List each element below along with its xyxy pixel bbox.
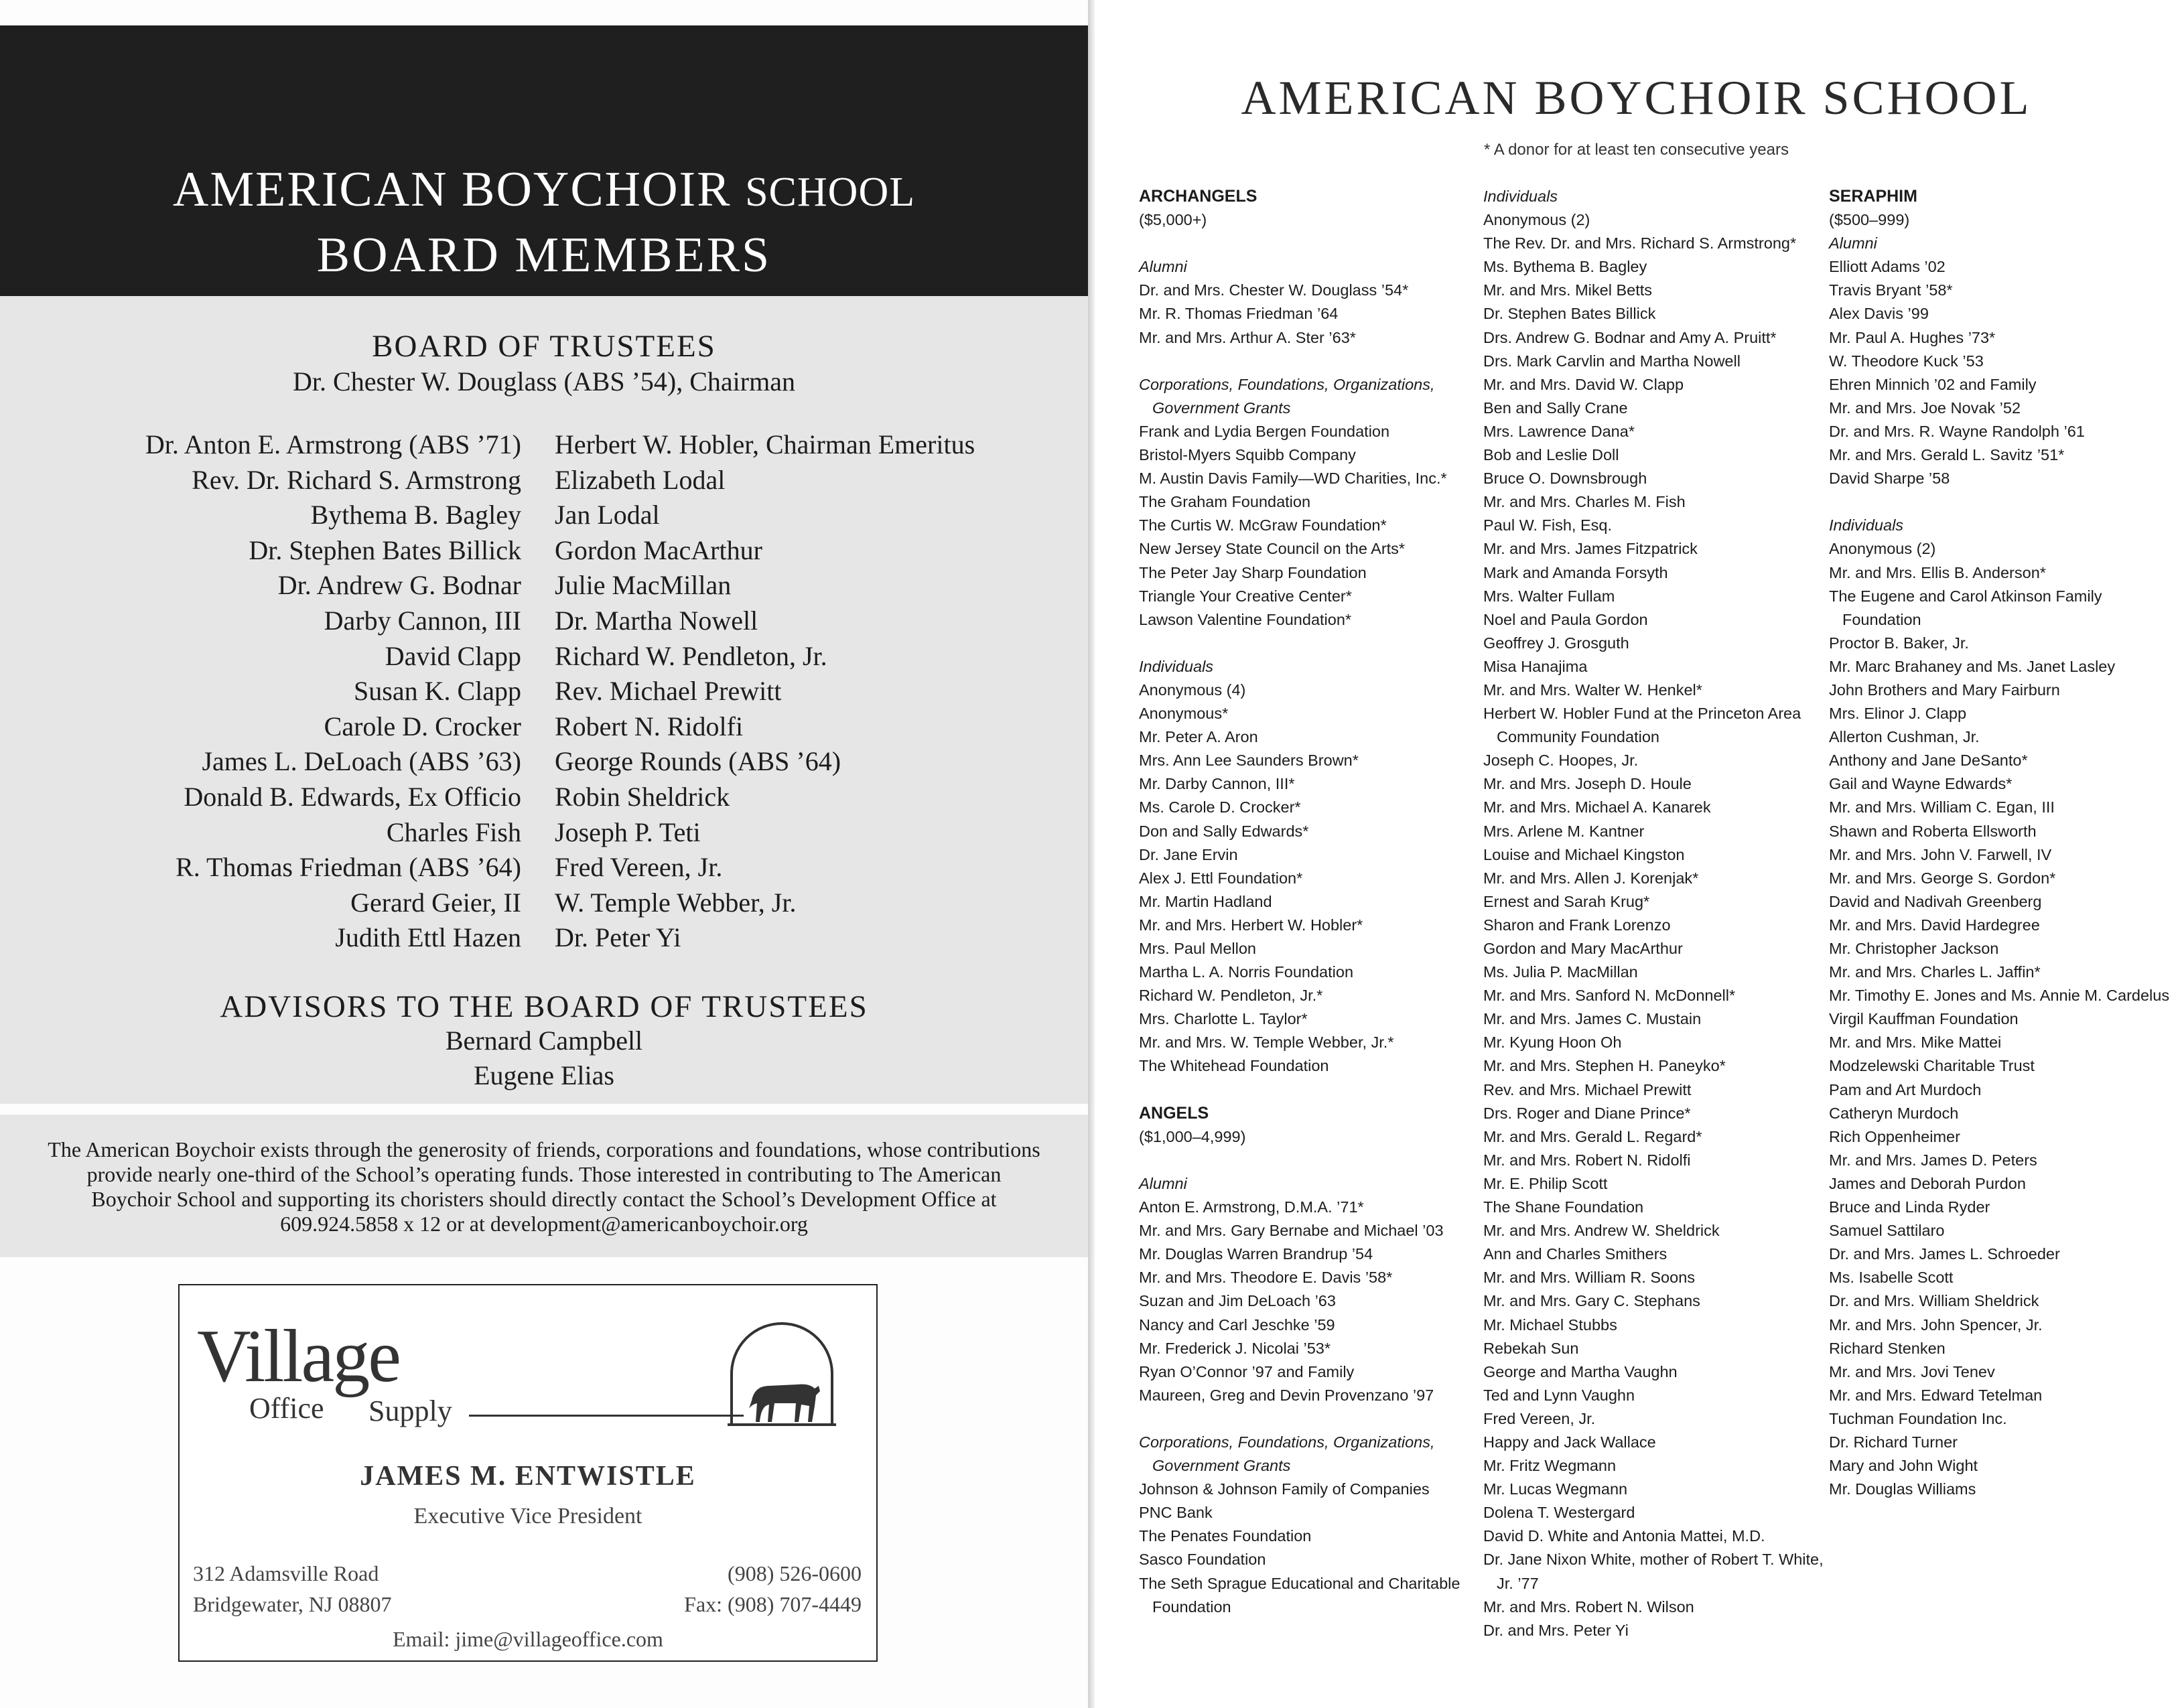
donor-entry: M. Austin Davis Family—WD Charities, Inc.* <box>1139 470 1447 488</box>
trustee-name: Susan K. Clapp <box>354 676 521 707</box>
donor-entry: Mark and Amanda Forsyth <box>1483 563 1668 581</box>
donor-entry: Ehren Minnich ’02 and Family <box>1829 375 2037 393</box>
trustee-name: Dr. Andrew G. Bodnar <box>277 570 521 601</box>
contact-name: JAMES M. ENTWISTLE <box>360 1461 696 1492</box>
donor-entry: Mrs. Charlotte L. Taylor* <box>1139 1010 1308 1028</box>
donor-category: Individuals <box>1829 516 1904 535</box>
trustee-name: Dr. Anton E. Armstrong (ABS ’71) <box>145 429 521 459</box>
donor-entry: Mr. and Mrs. Mike Mattei <box>1829 1034 2002 1052</box>
donor-entry: Richard Stenken <box>1829 1339 1946 1357</box>
donor-entry: Richard W. Pendleton, Jr.* <box>1139 987 1323 1005</box>
trustee-name: Charles Fish <box>386 816 521 847</box>
donor-entry: Mr. and Mrs. Allen J. Korenjak* <box>1483 869 1699 887</box>
donor-entry: Mr. and Mrs. Gerald L. Regard* <box>1483 1127 1702 1145</box>
address-line-2: Bridgewater, NJ 08807 <box>193 1592 392 1616</box>
donor-entry: Rich Oppenheimer <box>1829 1127 1960 1145</box>
donor-entry: Gordon and Mary MacArthur <box>1483 940 1683 957</box>
trustee-name: Elizabeth Lodal <box>555 464 726 495</box>
donor-entry: Ms. Bythema B. Bagley <box>1483 258 1647 276</box>
donor-entry: Martha L. A. Norris Foundation <box>1139 963 1354 981</box>
donor-entry: The Whitehead Foundation <box>1139 1057 1329 1075</box>
donor-entry: Drs. Roger and Diane Prince* <box>1483 1104 1691 1122</box>
donor-category: Individuals <box>1139 657 1214 675</box>
donor-entry: Ms. Carole D. Crocker* <box>1139 798 1301 816</box>
donor-entry: Shawn and Roberta Ellsworth <box>1829 822 2037 840</box>
donor-entry: Mr. and Mrs. Gary Bernabe and Michael ’03 <box>1139 1222 1444 1240</box>
donor-entry: Ernest and Sarah Krug* <box>1483 892 1650 910</box>
donor-entry: Drs. Mark Carvlin and Martha Nowell <box>1483 352 1741 370</box>
donor-entry: Geoffrey J. Grosguth <box>1483 634 1629 652</box>
donor-entry: Nancy and Carl Jeschke ’59 <box>1139 1315 1335 1334</box>
donor-entry: Maureen, Greg and Devin Provenzano ’97 <box>1139 1386 1434 1404</box>
donor-entry: Mr. and Mrs. John Spencer, Jr. <box>1829 1315 2043 1334</box>
giving-range: ($500–999) <box>1829 211 1910 229</box>
donor-entry: Ryan O’Connor ’97 and Family <box>1139 1362 1355 1380</box>
banner-school-word: SCHOOL <box>745 169 916 215</box>
giving-level-heading: ANGELS <box>1139 1103 1209 1123</box>
contribution-panel <box>0 1115 1088 1257</box>
spacer <box>1139 632 1487 655</box>
donor-entry: Mr. Darby Cannon, III* <box>1139 775 1295 793</box>
donor-entry: Happy and Jack Wallace <box>1483 1433 1656 1451</box>
donor-entry: Dr. Stephen Bates Billick <box>1483 305 1656 323</box>
banner-line-1 <box>0 162 1088 217</box>
donor-entry: Mr. E. Philip Scott <box>1483 1174 1608 1192</box>
donor-entry: Noel and Paula Gordon <box>1483 610 1648 628</box>
donor-entry: Mrs. Elinor J. Clapp <box>1829 705 1967 723</box>
donor-entry: Triangle Your Creative Center* <box>1139 587 1352 605</box>
donor-entry: Bruce and Linda Ryder <box>1829 1198 1990 1216</box>
banner-line-2: BOARD MEMBERS <box>316 228 772 283</box>
donor-entry: Gail and Wayne Edwards* <box>1829 775 2013 793</box>
spacer <box>1139 350 1487 373</box>
trustee-name: Jan Lodal <box>555 500 660 530</box>
trustee-name: Gerard Geier, II <box>350 887 521 918</box>
donor-entry: Bruce O. Downsbrough <box>1483 470 1647 488</box>
donor-footnote: * A donor for at least ten consecutive years <box>1484 141 1789 159</box>
trustee-name: Darby Cannon, III <box>324 605 521 636</box>
donor-entry: Mr. and Mrs. Charles L. Jaffin* <box>1829 963 2041 981</box>
trustee-name: Herbert W. Hobler, Chairman Emeritus <box>555 429 975 459</box>
donor-entry: Ms. Isabelle Scott <box>1829 1269 1954 1287</box>
donor-entry: The Graham Foundation <box>1139 493 1311 511</box>
donor-entry: Dr. and Mrs. R. Wayne Randolph ’61 <box>1829 422 2085 440</box>
donor-entry: Mr. Douglas Williams <box>1829 1480 1976 1498</box>
donor-category: Alumni <box>1139 1174 1187 1192</box>
donor-entry: Pam and Art Murdoch <box>1829 1080 1982 1098</box>
trustee-name: Julie MacMillan <box>555 570 732 601</box>
donor-entry: Ben and Sally Crane <box>1483 399 1628 417</box>
donor-entry: Mr. and Mrs. John V. Farwell, IV <box>1829 845 2052 863</box>
trustee-name: Carole D. Crocker <box>324 711 521 741</box>
banner-school-name: AMERICAN BOYCHOIR <box>172 162 732 217</box>
donor-entry: The Shane Foundation <box>1483 1198 1644 1216</box>
village-logo-supply: Supply <box>368 1395 452 1427</box>
donor-entry: Dr. Richard Turner <box>1829 1433 1958 1451</box>
trustee-name: Gordon MacArthur <box>555 535 762 565</box>
donor-entry: Elliott Adams ’02 <box>1829 258 1946 276</box>
donor-entry: The Penates Foundation <box>1139 1527 1312 1545</box>
giving-level-heading: SERAPHIM <box>1829 187 1917 206</box>
trustees-right-column <box>555 427 975 956</box>
donor-entry: Mrs. Paul Mellon <box>1139 940 1256 957</box>
trustee-name: Judith Ettl Hazen <box>335 922 521 953</box>
donor-column-2 <box>1483 185 1832 1642</box>
address-line-1: 312 Adamsville Road <box>193 1561 379 1585</box>
donor-entry: Alex Davis ’99 <box>1829 305 1929 323</box>
donor-entry: Mr. and Mrs. Edward Tetelman <box>1829 1386 2043 1404</box>
donor-entry: Anthony and Jane DeSanto* <box>1829 752 2028 770</box>
donor-entry: Dr. and Mrs. Peter Yi <box>1483 1621 1629 1639</box>
donor-entry: Virgil Kauffman Foundation <box>1829 1010 2019 1028</box>
trustee-name: David Clapp <box>385 640 521 671</box>
logo-rule <box>469 1415 744 1417</box>
donor-entry: Mr. and Mrs. William C. Egan, III <box>1829 798 2055 816</box>
trustee-name: Joseph P. Teti <box>555 816 701 847</box>
donor-entry: Sasco Foundation <box>1139 1551 1266 1569</box>
donor-entry: Mr. and Mrs. Andrew W. Sheldrick <box>1483 1222 1720 1240</box>
donor-entry: Mrs. Lawrence Dana* <box>1483 422 1635 440</box>
donor-entry: Mrs. Arlene M. Kantner <box>1483 822 1645 840</box>
donor-entry: Mr. Douglas Warren Brandrup ’54 <box>1139 1245 1373 1263</box>
spacer <box>1139 1078 1487 1102</box>
advisors-heading: ADVISORS TO THE BOARD OF TRUSTEES <box>220 989 868 1024</box>
contact-role: Executive Vice President <box>413 1504 642 1528</box>
advisor-name: Bernard Campbell <box>445 1025 643 1056</box>
donor-entry: Alex J. Ettl Foundation* <box>1139 869 1303 887</box>
donor-category: Individuals <box>1483 188 1558 205</box>
donor-entry: Anonymous (2) <box>1829 540 1936 558</box>
horse-arch-icon <box>728 1322 836 1426</box>
phone-number: (908) 526-0600 <box>728 1561 862 1585</box>
donor-entry: Johnson & Johnson Family of Companies <box>1139 1480 1430 1498</box>
donor-entry: David D. White and Antonia Mattei, M.D. <box>1483 1527 1765 1545</box>
donor-entry: Dr. and Mrs. James L. Schroeder <box>1829 1245 2060 1263</box>
donor-category: Alumni <box>1139 258 1187 276</box>
donor-entry: Mr. Kyung Hoon Oh <box>1483 1034 1622 1052</box>
donor-entry: Mr. and Mrs. Walter W. Henkel* <box>1483 681 1702 699</box>
contribution-text: The American Boychoir exists through the generosity of friends, corporations and foundations, whose contributions provide nearly one-third of the School’s operating funds. Those interested in contributing to The American Boychoir School and supporting its choristers should directly contact the School’s Development Office at 609.924.5858 x 12 or at development@americanboychoir.org <box>48 1137 1040 1236</box>
donor-entry: Dr. and Mrs. Chester W. Douglass ’54* <box>1139 281 1409 299</box>
donor-entry: Dolena T. Westergard <box>1483 1504 1635 1522</box>
donor-entry: The Eugene and Carol Atkinson Family Foundation <box>1829 587 2102 628</box>
giving-range: ($5,000+) <box>1139 211 1207 229</box>
donor-entry: David Sharpe ’58 <box>1829 470 1950 488</box>
donor-entry: Ted and Lynn Vaughn <box>1483 1386 1635 1404</box>
donor-entry: Bob and Leslie Doll <box>1483 446 1619 464</box>
donor-entry: John Brothers and Mary Fairburn <box>1829 681 2060 699</box>
trustee-name: Rev. Michael Prewitt <box>555 676 782 707</box>
donor-entry: Mr. Michael Stubbs <box>1483 1315 1617 1334</box>
donor-entry: Don and Sally Edwards* <box>1139 822 1309 840</box>
trustee-name: Richard W. Pendleton, Jr. <box>555 640 827 671</box>
donor-entry: Mr. and Mrs. Jovi Tenev <box>1829 1362 1995 1380</box>
donor-entry: Mrs. Ann Lee Saunders Brown* <box>1139 752 1359 770</box>
donor-entry: W. Theodore Kuck ’53 <box>1829 352 1984 370</box>
donor-category: Corporations, Foundations, Organizations, Government Grants <box>1139 1433 1435 1475</box>
donor-entry: Mr. and Mrs. Michael A. Kanarek <box>1483 798 1711 816</box>
donor-column-1 <box>1139 185 1487 1619</box>
donor-entry: Anonymous* <box>1139 705 1229 723</box>
donor-entry: Mr. and Mrs. George S. Gordon* <box>1829 869 2056 887</box>
village-logo-office: Office <box>249 1392 324 1425</box>
trustee-name: George Rounds (ABS ’64) <box>555 746 841 777</box>
donor-entry: Mr. and Mrs. Joe Novak ’52 <box>1829 399 2021 417</box>
donor-entry: Allerton Cushman, Jr. <box>1829 728 1980 746</box>
trustee-name: Fred Vereen, Jr. <box>555 852 723 883</box>
page-fold <box>1088 0 1095 1708</box>
donor-entry: Mr. and Mrs. W. Temple Webber, Jr.* <box>1139 1034 1394 1052</box>
donors-page <box>1095 0 2178 1708</box>
trustees-left-column <box>145 427 521 956</box>
spacer <box>1139 1149 1487 1172</box>
trustee-name: Dr. Peter Yi <box>555 922 681 953</box>
donor-entry: Mr. and Mrs. Gerald L. Savitz ’51* <box>1829 446 2065 464</box>
trustee-name: Robert N. Ridolfi <box>555 711 744 741</box>
donor-entry: The Seth Sprague Educational and Charitable Foundation <box>1139 1574 1460 1616</box>
donor-entry: Louise and Michael Kingston <box>1483 845 1685 863</box>
trustee-name: Dr. Martha Nowell <box>555 605 758 636</box>
donor-entry: Catheryn Murdoch <box>1829 1104 1959 1122</box>
donor-entry: Mr. Fritz Wegmann <box>1483 1457 1617 1475</box>
donor-entry: Mr. Lucas Wegmann <box>1483 1480 1628 1498</box>
trustee-name: Bythema B. Bagley <box>310 500 521 530</box>
title-banner <box>0 25 1088 296</box>
donor-entry: Dr. Jane Nixon White, mother of Robert T. White, Jr. ’77 <box>1483 1551 1824 1592</box>
spacer <box>1139 1407 1487 1431</box>
donor-entry: The Rev. Dr. and Mrs. Richard S. Armstrong* <box>1483 234 1797 253</box>
donor-entry: Mr. Christopher Jackson <box>1829 940 1999 957</box>
donor-entry: Bristol-Myers Squibb Company <box>1139 446 1356 464</box>
donor-entry: Anton E. Armstrong, D.M.A. ’71* <box>1139 1198 1364 1216</box>
donor-entry: Herbert W. Hobler Fund at the Princeton Area Community Foundation <box>1483 705 1801 746</box>
donor-entry: Mr. and Mrs. Joseph D. Houle <box>1483 775 1692 793</box>
donor-entry: Lawson Valentine Foundation* <box>1139 610 1352 628</box>
trustee-name: James L. DeLoach (ABS ’63) <box>202 746 521 777</box>
donor-entry: Mary and John Wight <box>1829 1457 1978 1475</box>
donor-entry: Rev. and Mrs. Michael Prewitt <box>1483 1080 1692 1098</box>
donor-entry: Mr. Peter A. Aron <box>1139 728 1258 746</box>
donor-entry: Mr. and Mrs. Arthur A. Ster ’63* <box>1139 328 1356 346</box>
donor-entry: Mr. and Mrs. William R. Soons <box>1483 1269 1696 1287</box>
donor-entry: Mr. and Mrs. Sanford N. McDonnell* <box>1483 987 1736 1005</box>
trustee-name: Donald B. Edwards, Ex Officio <box>184 781 521 812</box>
donor-entry: Misa Hanajima <box>1483 657 1588 675</box>
donor-category: Alumni <box>1829 234 1877 253</box>
donor-entry: Mr. and Mrs. Herbert W. Hobler* <box>1139 916 1363 934</box>
donor-entry: Mr. and Mrs. Charles M. Fish <box>1483 493 1686 511</box>
trustees-heading: BOARD OF TRUSTEES <box>372 329 716 364</box>
donor-entry: Anonymous (2) <box>1483 211 1590 229</box>
fax-number: Fax: (908) 707-4449 <box>684 1592 862 1616</box>
donor-entry: Mr. Marc Brahaney and Ms. Janet Lasley <box>1829 657 2116 675</box>
donor-entry: The Curtis W. McGraw Foundation* <box>1139 516 1387 535</box>
donor-entry: Frank and Lydia Bergen Foundation <box>1139 422 1390 440</box>
email-address: Email: jime@villageoffice.com <box>393 1627 663 1651</box>
trustees-panel <box>0 296 1088 1104</box>
donor-entry: Rebekah Sun <box>1483 1339 1579 1357</box>
donor-entry: Mr. Paul A. Hughes ’73* <box>1829 328 1996 346</box>
donor-entry: Ann and Charles Smithers <box>1483 1245 1667 1263</box>
donor-entry: Dr. and Mrs. William Sheldrick <box>1829 1292 2039 1310</box>
trustee-name: Dr. Stephen Bates Billick <box>249 535 521 565</box>
donor-entry: Suzan and Jim DeLoach ’63 <box>1139 1292 1336 1310</box>
business-card-ad <box>178 1284 878 1662</box>
donor-entry: Mr. Frederick J. Nicolai ’53* <box>1139 1339 1331 1357</box>
board-members-page <box>0 0 1088 1708</box>
donor-entry: Mr. Timothy E. Jones and Ms. Annie M. Cardelus <box>1829 987 2170 1005</box>
donor-entry: David and Nadivah Greenberg <box>1829 892 2042 910</box>
donor-entry: Sharon and Frank Lorenzo <box>1483 916 1671 934</box>
spacer <box>1139 232 1487 255</box>
donor-entry: Mr. R. Thomas Friedman ’64 <box>1139 305 1339 323</box>
donor-entry: PNC Bank <box>1139 1504 1213 1522</box>
donor-category: Corporations, Foundations, Organizations, Government Grants <box>1139 375 1435 417</box>
donor-entry: Modzelewski Charitable Trust <box>1829 1057 2035 1075</box>
donor-entry: Mr. and Mrs. David W. Clapp <box>1483 375 1684 393</box>
donor-entry: Samuel Sattilaro <box>1829 1222 1945 1240</box>
donor-entry: Dr. Jane Ervin <box>1139 845 1238 863</box>
donor-entry: Mr. and Mrs. Ellis B. Anderson* <box>1829 563 2046 581</box>
village-logo-text: Village <box>197 1315 399 1398</box>
donor-entry: Mr. and Mrs. Mikel Betts <box>1483 281 1653 299</box>
donor-entry: Proctor B. Baker, Jr. <box>1829 634 1969 652</box>
donor-entry: Drs. Andrew G. Bodnar and Amy A. Pruitt* <box>1483 328 1777 346</box>
donor-entry: Mr. and Mrs. Robert N. Ridolfi <box>1483 1151 1691 1169</box>
donor-entry: Mr. and Mrs. Stephen H. Paneyko* <box>1483 1057 1726 1075</box>
donor-entry: Mr. and Mrs. David Hardegree <box>1829 916 2040 934</box>
donor-entry: The Peter Jay Sharp Foundation <box>1139 563 1367 581</box>
donor-column-3 <box>1829 185 2177 1501</box>
donor-entry: Travis Bryant ’58* <box>1829 281 1953 299</box>
giving-level-heading: ARCHANGELS <box>1139 187 1257 206</box>
donor-entry: Mr. and Mrs. Gary C. Stephans <box>1483 1292 1700 1310</box>
donors-page-title: AMERICAN BOYCHOIR SCHOOL <box>1241 71 2032 125</box>
donor-entry: Paul W. Fish, Esq. <box>1483 516 1612 535</box>
donor-entry: James and Deborah Purdon <box>1829 1174 2026 1192</box>
donor-entry: Fred Vereen, Jr. <box>1483 1409 1596 1427</box>
chairman-line: Dr. Chester W. Douglass (ABS ’54), Chairman <box>293 366 795 397</box>
donor-entry: Mr. and Mrs. James Fitzpatrick <box>1483 540 1698 558</box>
trustee-name: Rev. Dr. Richard S. Armstrong <box>192 464 521 495</box>
donor-entry: Ms. Julia P. MacMillan <box>1483 963 1638 981</box>
trustee-name: Robin Sheldrick <box>555 781 730 812</box>
advisor-name: Eugene Elias <box>474 1060 614 1090</box>
donor-entry: Anonymous (4) <box>1139 681 1246 699</box>
donor-entry: George and Martha Vaughn <box>1483 1362 1678 1380</box>
donor-entry: Tuchman Foundation Inc. <box>1829 1409 2007 1427</box>
donor-entry: Joseph C. Hoopes, Jr. <box>1483 752 1639 770</box>
giving-range: ($1,000–4,999) <box>1139 1127 1246 1145</box>
spacer <box>1829 490 2177 514</box>
donor-entry: New Jersey State Council on the Arts* <box>1139 540 1406 558</box>
donor-entry: Mr. and Mrs. Theodore E. Davis ’58* <box>1139 1269 1393 1287</box>
donor-entry: Mr. Martin Hadland <box>1139 892 1272 910</box>
donor-entry: Mrs. Walter Fullam <box>1483 587 1615 605</box>
donor-entry: Mr. and Mrs. James D. Peters <box>1829 1151 2037 1169</box>
donor-entry: Mr. and Mrs. James C. Mustain <box>1483 1010 1702 1028</box>
trustee-name: W. Temple Webber, Jr. <box>555 887 797 918</box>
trustee-name: R. Thomas Friedman (ABS ’64) <box>176 852 521 883</box>
donor-entry: Mr. and Mrs. Robert N. Wilson <box>1483 1597 1694 1616</box>
